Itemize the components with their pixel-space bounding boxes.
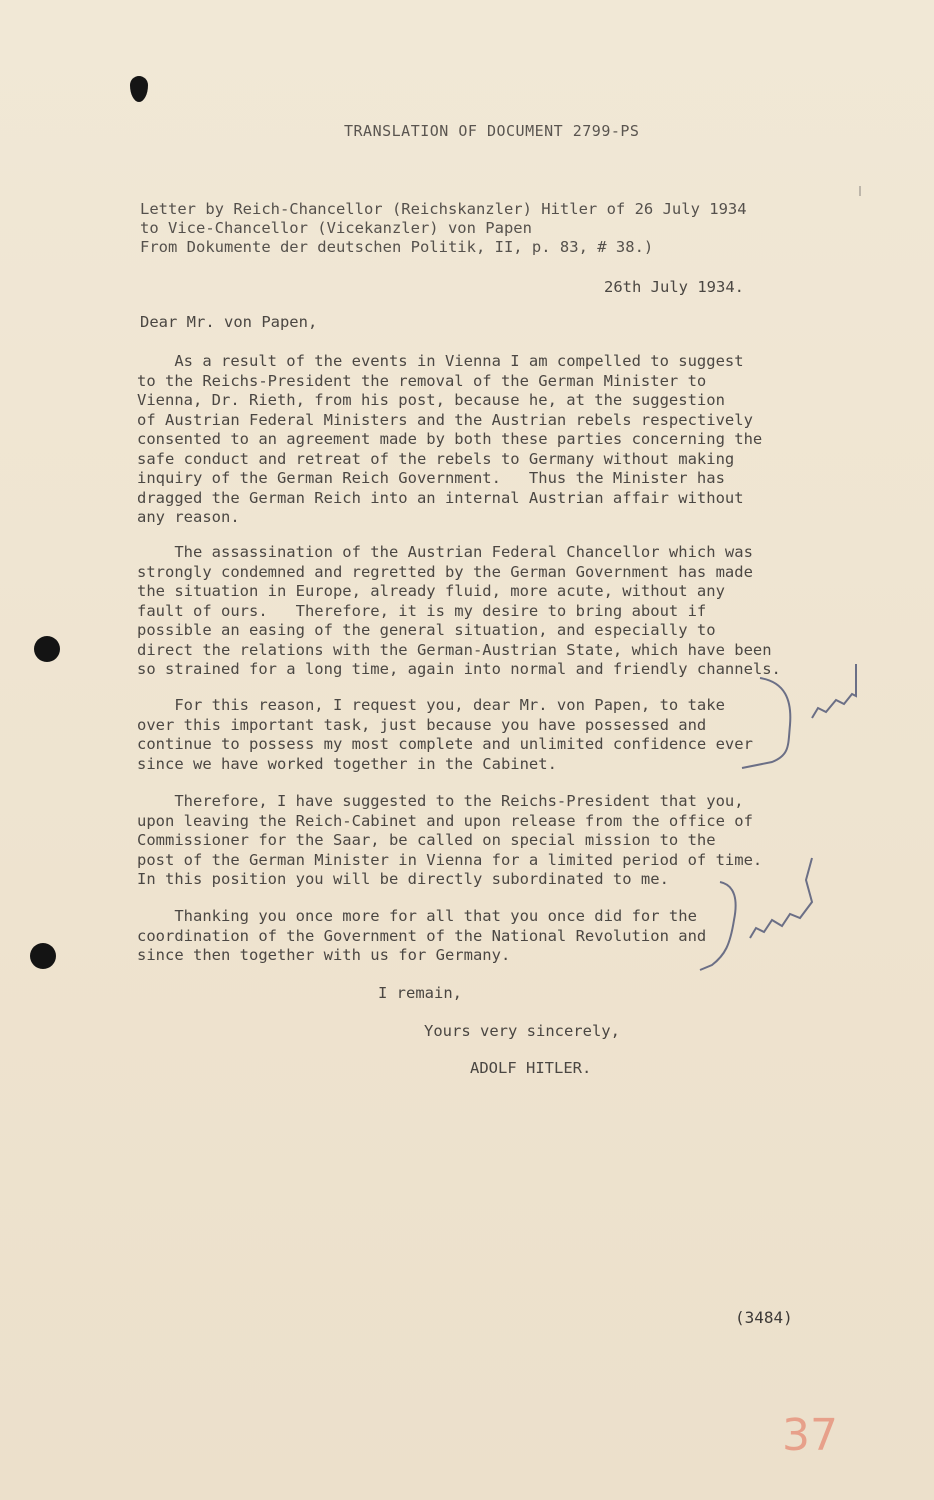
closing-sincerely: Yours very sincerely,: [424, 1022, 620, 1040]
source-line-2: to Vice-Chancellor (Vicekanzler) von Papen: [140, 219, 532, 237]
document-number: (3484): [735, 1308, 793, 1327]
paragraph-4: Therefore, I have suggested to the Reichs-President that you, upon leaving the Reich-Cabinet and upon release from the office of Commissioner for the Saar, be called on special mission to the post of the German Minister in Vienna for a limited period of time. In this position you will be directly subordinated to me.: [137, 792, 763, 888]
paragraph-3: For this reason, I request you, dear Mr. von Papen, to take over this important task, just because you have possessed and continue to possess my most complete and unlimited confidence ever since we have worked together in the Cabinet.: [137, 696, 753, 773]
checkmark-2: [750, 858, 812, 938]
closing-remain: I remain,: [378, 984, 462, 1002]
paragraph-2: The assassination of the Austrian Federal Chancellor which was strongly condemned and regretted by the German Government has made the situation in Europe, already fluid, more acute, without any fault of ours. Therefore, it is my desire to bring about if possible an easing of the general situation, and especially to direct the relations with the German-Austrian State, which have been so strained for a long time, again into normal and friendly channels.: [137, 543, 781, 678]
checkmark-1: [812, 664, 856, 718]
salutation: Dear Mr. von Papen,: [140, 313, 318, 331]
document-title: TRANSLATION OF DOCUMENT 2799-PS: [344, 122, 640, 140]
source-line-1: Letter by Reich-Chancellor (Reichskanzler) Hitler of 26 July 1934: [140, 200, 747, 218]
bracket-mark-2: [700, 882, 736, 970]
bracket-mark-1: [742, 678, 790, 768]
source-line-3: From Dokumente der deutschen Politik, II, p. 83, # 38.): [140, 238, 654, 256]
paragraph-5: Thanking you once more for all that you once did for the coordination of the Government of the National Revolution and since then together with us for Germany.: [137, 907, 707, 964]
letter-date: 26th July 1934.: [604, 278, 744, 296]
signature: ADOLF HITLER.: [470, 1059, 592, 1077]
page-number: 37: [782, 1410, 838, 1461]
paragraph-1: As a result of the events in Vienna I am compelled to suggest to the Reichs-President the removal of the German Minister to Vienna, Dr. Rieth, from his post, because he, at the suggestion of Austrian Federal Ministers and the Austrian rebels respectively consented to an agreement made by both these parties concerning the safe conduct and retreat of the rebels to Germany without making inquiry of the German Reich Government. Thus the Minister has dragged the German Reich into an internal Austrian affair without any reason.: [137, 352, 763, 526]
